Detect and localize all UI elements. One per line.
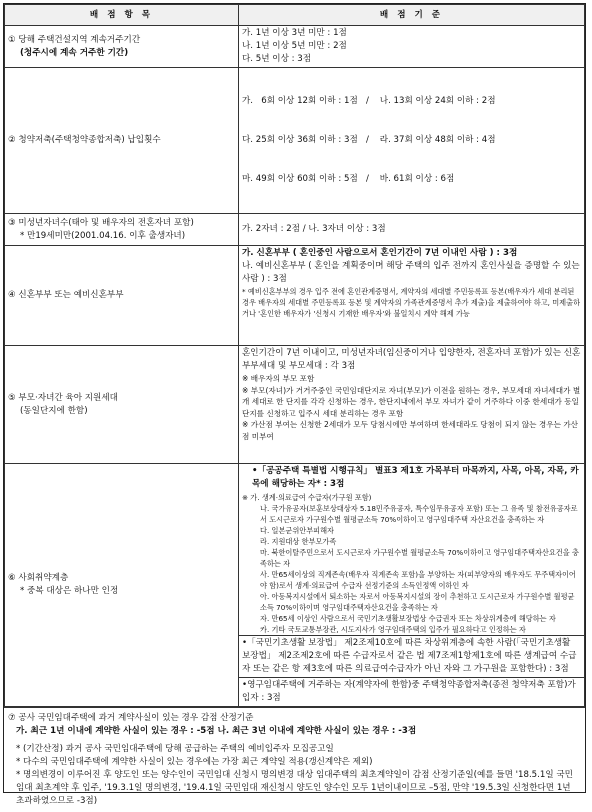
deduction-section <box>4 707 585 812</box>
item-cell <box>5 68 239 214</box>
criteria-note: * 예비신혼부부의 경우 입주 전에 혼인관계증명서, 계약자의 세대별 주민등록표 등본(배우자가 세대 분리된 경우 배우자의 세대별 주민등록표 등본 및 계약자의 가족관계증명서 추가 제출)을 제출하여야 하고, 미제출하거나 '혼인한 배우자가 '신청시 기재한 배우자'와 불일치시 계약 해제 가능 <box>242 287 581 318</box>
score-criteria-document <box>3 3 586 806</box>
header-item: 배 점 항 목 <box>5 5 239 26</box>
table-row <box>5 464 585 707</box>
item-label: ④ 신혼부부 또는 예비신혼부부 <box>8 290 124 300</box>
criteria-line: 혼인기간이 7년 이내이고, 미성년자녀(임신중이거나 입양한자, 전혼자녀 포함)가 있는 신혼부부세대 및 부모세대 : 각 3점 <box>242 348 581 371</box>
criteria-line: 다. 5년 이상 : 3점 <box>242 54 311 64</box>
header-criteria: 배 점 기 준 <box>239 5 585 26</box>
criteria-subsection <box>239 635 584 677</box>
item-cell <box>5 464 239 707</box>
eligible-list-item: 카. 기타 국토교통부장관, 시도지사가 영구임대주택의 입주가 필요하다고 인정하는 자 <box>260 625 526 634</box>
criteria-note: ※ 부모(자녀)가 거거주중인 국민임대단지로 자녀(부모)가 이전을 원하는 경우, 부모세대 자녀세대가 별개 세대로 한 단지를 각각 신청하는 경우, 한단지내에서 부모 자녀가 같이 거주하다 이중 한세대가 동일 단지를 신청하고 입주시 세대 분리하는 경우 포함 <box>242 385 581 418</box>
criteria-line: •「공공주택 특별법 시행규칙」 별표3 제1호 가목부터 마목까지, 사목, 아목, 자목, 카목에 해당하는 자* : 3점 <box>252 466 579 489</box>
item-cell <box>5 26 239 68</box>
item-label: ② 청약저축(주택청약종합저축) 납입횟수 <box>8 135 161 145</box>
eligible-list-item: 자. 만65세 이상인 사람으로서 국민기초생활보장법상 수급권자 또는 차상위계층에 해당하는 자 <box>260 614 556 623</box>
eligible-list-item: 아. 아동복지시설에서 퇴소하는 자로서 아동복지시설의 장이 추천하고 도시근로자 가구원수별 월평균소득 70%이하이며 영구임대주택자산요건을 충족하는 자 <box>260 592 575 612</box>
criteria-line: 가. 2자녀 : 2점 / 나. 3자녀 이상 : 3점 <box>242 224 386 234</box>
item-sublabel: * 중복 대상은 하나만 인정 <box>20 586 119 596</box>
criteria-subsection <box>239 677 584 706</box>
deduction-note: * 명의변경이 이루어진 후 양도인 또는 양수인이 국민임대 신청시 명의변경 대상 임대주택의 최초계약일이 감점 산정기준일(예를 들면 '18.5.1일 국민임대 최초계약 후 입주, '19.3.1일 명의변경, '19.4.1일 국민임대 재신청시 양도인 양수인 모두 1년이내이므로 –5점, 만약 '19.5.3일 신청한다면 1년 초과하였으므로 -3점) <box>16 770 573 806</box>
criteria-line: 다. 25회 이상 36회 이하 : 3점 / 라. 37회 이상 48회 이하 : 4점 <box>242 135 496 145</box>
criteria-line: 가. 신혼부부 ( 혼인중인 사람으로서 혼인기간이 7년 이내인 사람 ) : 3점 <box>242 248 518 258</box>
eligible-list-item: 마. 북한이탈주민으로서 도시근로자 가구원수별 월평균소득 70%이하이고 영구임대주택자산요건을 충족하는 자 <box>260 548 579 568</box>
criteria-line: •「국민기초생활 보장법」 제2조제10호에 따른 차상위계층에 속한 사람(「국민기초생활 보장법」 제2조제2호에 따른 수급자로서 같은 법 제7조제1항제1호에 따른 생계급여 수급자 또는 같은 항 제3호에 따른 의료급여수급자가 아닌 자와 그 가구원을 포함한다) : 3점 <box>242 638 577 674</box>
table-row <box>5 68 585 214</box>
criteria-line: 가. 6회 이상 12회 이하 : 1점 / 나. 13회 이상 24회 이하 : 2점 <box>242 96 496 106</box>
criteria-line: 마. 49회 이상 60회 이하 : 5점 / 바. 61회 이상 : 6점 <box>242 174 455 184</box>
criteria-cell <box>239 246 585 346</box>
criteria-note: ※ 배우자의 부모 포함 <box>242 374 315 383</box>
table-row <box>5 214 585 246</box>
item-sublabel: * 만19세미만(2001.04.16. 이후 출생자녀) <box>20 230 186 241</box>
deduction-title: ⑦ 공사 국민임대주택에 과거 계약사실이 있는 경우 감점 산정기준 <box>8 713 254 723</box>
criteria-cell <box>239 68 585 214</box>
criteria-line: 나. 예비신혼부부 ( 혼인을 계획중이며 해당 주택의 입주 전까지 혼인사실을 증명할 수 있는 사람 ) : 3점 <box>242 261 580 284</box>
eligible-list-item: 나. 국가유공자(보훈보상대상자 5.18민주유공자, 특수임무유공자 포함) 또는 그 유족 및 참전유공자로서 도시근로자 가구원수별 월평균소득 70%이하이고 영구임대주택 자산요건을 충족하는 자 <box>260 504 578 524</box>
table-row <box>5 346 585 464</box>
criteria-line: 나. 1년 이상 5년 미만 : 2점 <box>242 41 347 51</box>
eligible-list-item: 사. 만65세이상의 직계존속(배우자 직계존속 포함)을 부양하는 자(피부양자의 배우자도 무주택자이어야 함)로서 생계·의료급여 수급자 선정기준의 소득인정액 이하인 자 <box>260 570 576 590</box>
eligible-list <box>242 503 581 635</box>
criteria-cell <box>239 214 585 246</box>
eligible-list-item: 다. 일본군위안부피해자 <box>260 526 335 535</box>
item-label: ⑤ 부모·자녀간 육아 지원세대 <box>8 392 118 403</box>
criteria-cell <box>239 26 585 68</box>
criteria-cell <box>239 464 585 707</box>
criteria-note: ※ 가. 생계·의료급여 수급자(가구원 포함) <box>242 493 372 502</box>
criteria-cell <box>239 346 585 464</box>
item-sublabel: (청주시에 계속 거주한 기간) <box>20 47 129 58</box>
item-cell <box>5 346 239 464</box>
eligible-list-item: 라. 지원대상 한부모가족 <box>260 537 337 546</box>
criteria-note: ※ 가산점 부여는 신청한 2세대가 모두 당첨시에만 부여하며 한세대라도 당첨이 되지 않는 경우는 가산점 미부여 <box>242 420 578 441</box>
deduction-line: 가. 최근 1년 이내에 계약한 사실이 있는 경우 : -5점 나. 최근 3년 이내에 계약한 사실이 있는 경우 : -3점 <box>16 726 417 736</box>
item-label: ③ 미성년자녀수(태아 및 배우자의 전혼자녀 포함) <box>8 217 194 228</box>
item-cell <box>5 214 239 246</box>
criteria-line: •영구임대주택에 거주하는 자(계약자에 한함)중 주택청약종합저축(종전 청약저축 포함)가입자 : 3점 <box>242 680 576 703</box>
table-header <box>5 5 585 26</box>
item-label: ⑥ 사회취약계층 <box>8 573 69 583</box>
deduction-note: * (기간산정) 과거 공사 국민임대주택에 당해 공급하는 주택의 예비입주자 모집공고일 <box>16 744 334 754</box>
table-row <box>5 246 585 346</box>
table-row <box>5 26 585 68</box>
item-sublabel: (동일단지에 한함) <box>20 405 88 416</box>
score-table <box>4 4 585 707</box>
item-label: ① 당해 주택건설지역 계속거주기간 <box>8 34 141 45</box>
criteria-line: 가. 1년 이상 3년 미만 : 1점 <box>242 28 347 38</box>
deduction-note: * 다수의 국민임대주택에 계약한 사실이 있는 경우에는 가장 최근 계약일 적용(갱신계약은 제외) <box>16 757 373 767</box>
item-cell <box>5 246 239 346</box>
